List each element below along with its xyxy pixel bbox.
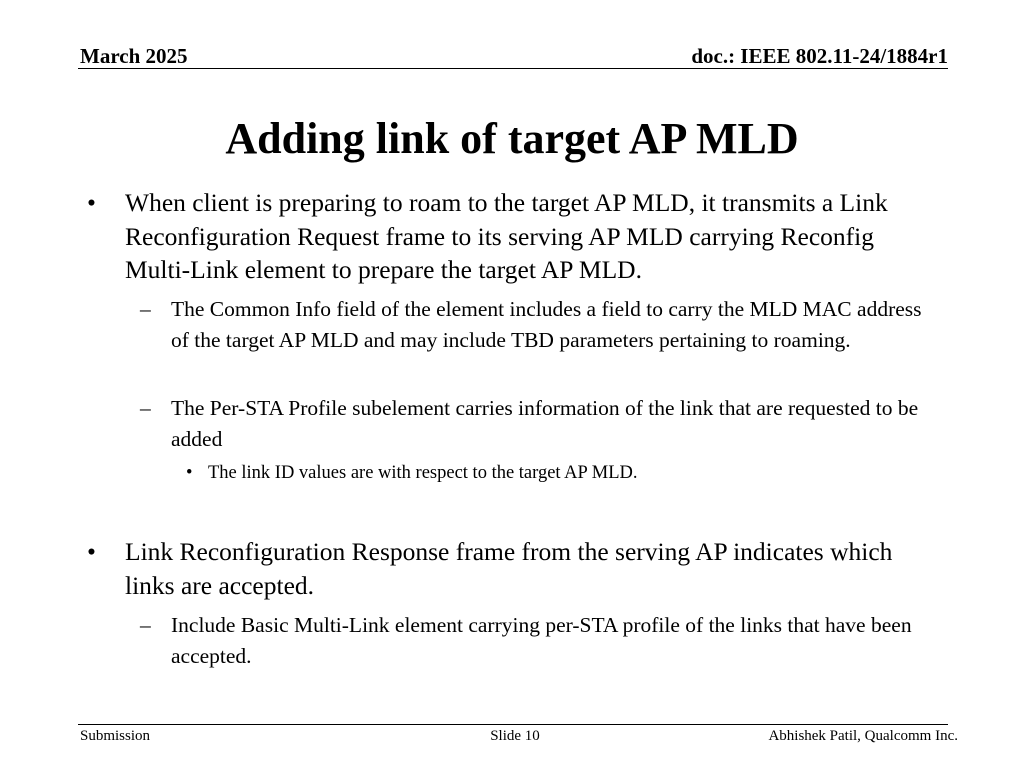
sub-bullet-marker: – — [140, 613, 151, 637]
footer-divider — [78, 724, 948, 725]
slide-title: Adding link of target AP MLD — [225, 114, 799, 163]
bullet-text: Link Reconfiguration Response frame from the serving AP indicates which links are accepted. — [125, 537, 893, 600]
sub-bullet-text: The Per-STA Profile subelement carries information of the link that are requested to be added — [171, 396, 919, 451]
footer-author: Abhishek Patil, Qualcomm Inc. — [768, 728, 958, 744]
footer-slide-number: Slide 10 — [490, 728, 540, 744]
bullet-text: When client is preparing to roam to the target AP MLD, it transmits a Link Reconfiguration Request frame to its serving AP MLD carrying Reconfig Multi-Link element to prepare the target AP MLD. — [125, 188, 888, 284]
sub-bullet-marker: – — [140, 396, 151, 420]
sub-bullet-text: The Common Info field of the element includes a field to carry the MLD MAC address of the target AP MLD and may include TBD parameters pertaining to roaming. — [171, 297, 922, 352]
footer-submission: Submission — [80, 728, 151, 744]
header-doc-id: doc.: IEEE 802.11-24/1884r1 — [691, 44, 948, 68]
header-date: March 2025 — [80, 44, 188, 68]
bullet-marker: • — [87, 188, 96, 217]
sub-sub-bullet-text: The link ID values are with respect to the target AP MLD. — [208, 463, 638, 483]
sub-bullet-text: Include Basic Multi-Link element carrying per-STA profile of the links that have been accepted. — [171, 613, 912, 668]
sub-sub-bullet-marker: • — [186, 463, 193, 483]
sub-bullet-marker: – — [140, 297, 151, 321]
bullet-marker: • — [87, 537, 96, 566]
